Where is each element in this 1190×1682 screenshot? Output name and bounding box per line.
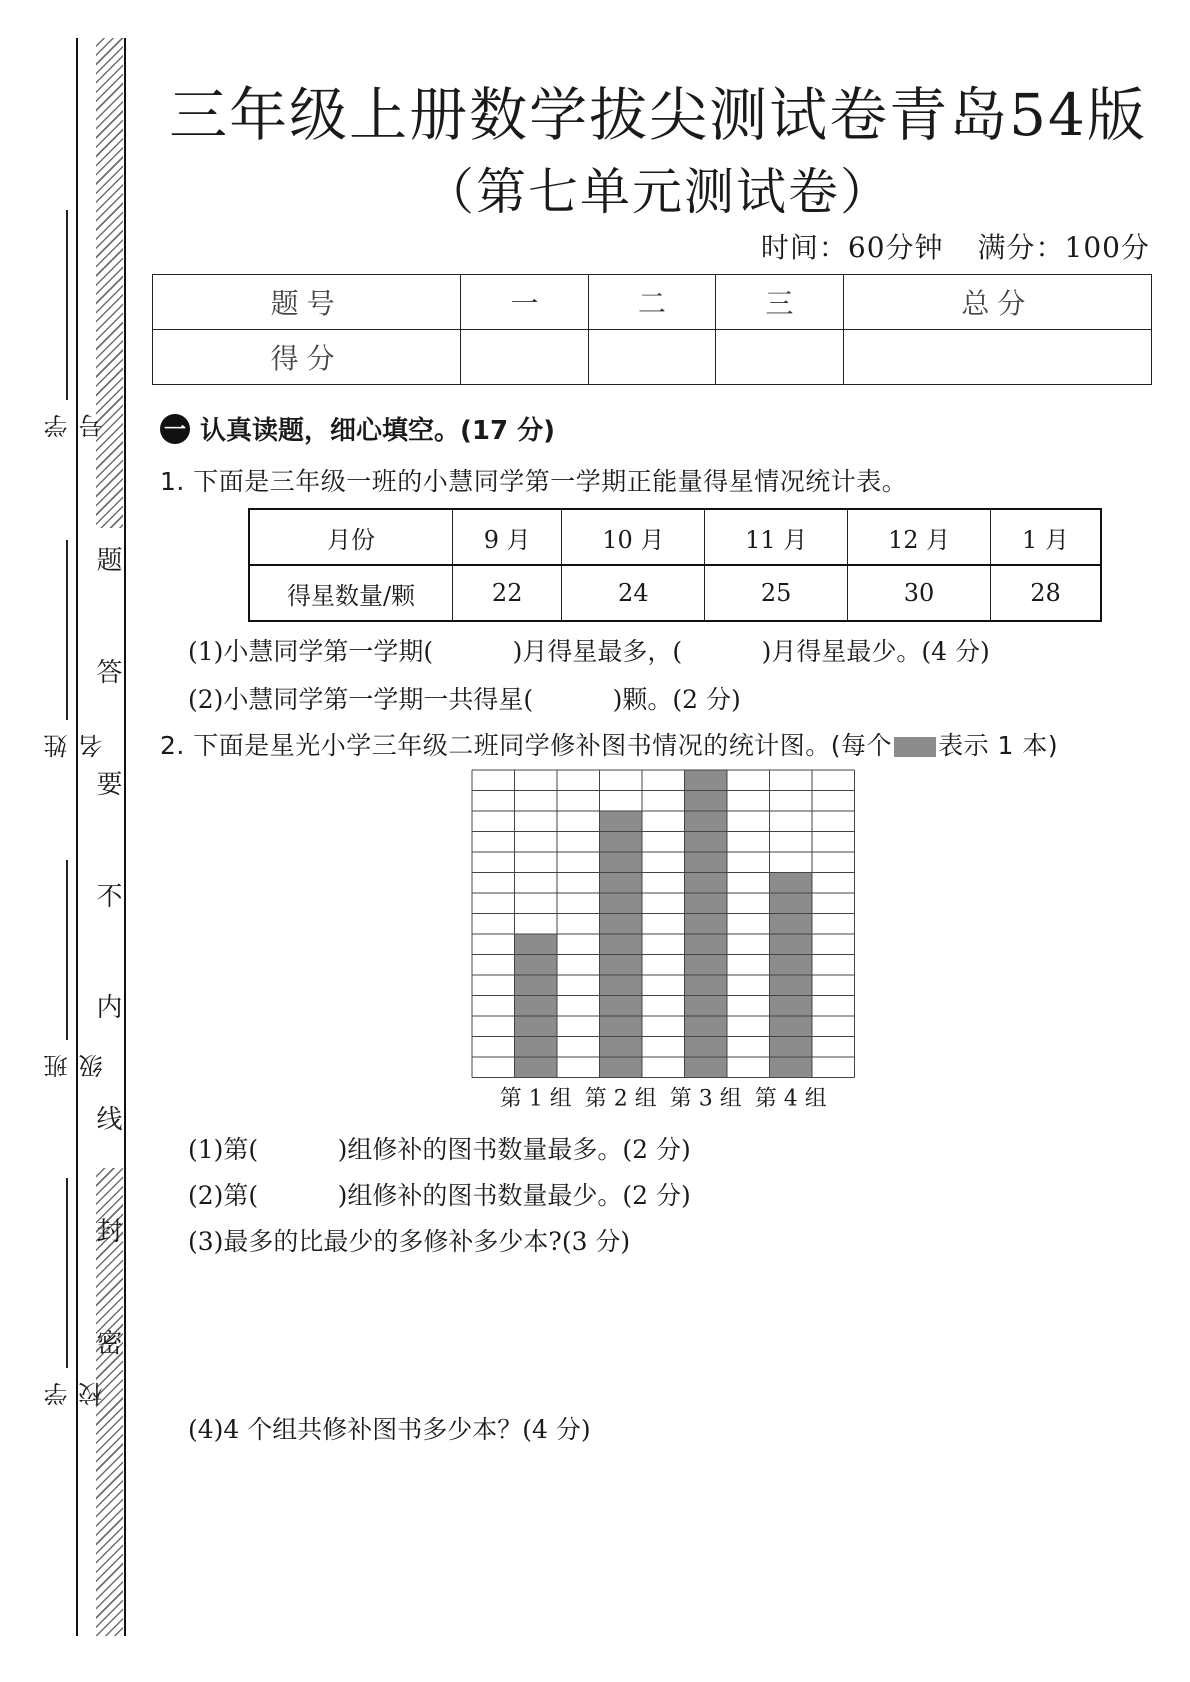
binding-char: 内	[96, 993, 123, 1024]
name-label: 姓名	[44, 730, 107, 758]
section-title: 认真读题，细心填空。(17 分)	[200, 416, 555, 446]
score-table	[152, 274, 1152, 385]
score-input-cell[interactable]	[843, 330, 1151, 385]
table-header-cell: 9 月	[453, 509, 562, 565]
bar-group-3	[685, 770, 728, 1078]
table-row	[249, 565, 1101, 621]
binding-char: 题	[96, 546, 123, 576]
score-input-cell[interactable]	[461, 330, 588, 385]
page-title: 三年级上册数学拔尖测试卷青岛54版	[169, 81, 1147, 149]
table-row	[249, 509, 1101, 565]
page-subtitle: （第七单元测试卷）	[424, 163, 892, 221]
x-tick-label: 第 1 组	[499, 1086, 572, 1108]
binding-char: 不	[96, 881, 123, 912]
question-2-prompt	[160, 726, 1058, 762]
question-2-sub-3: (3)最多的比最少的多修补多少本?(3 分)	[188, 1227, 631, 1256]
table-header-cell: 12 月	[848, 509, 991, 565]
score-header-cell: 一	[461, 275, 588, 330]
score-row-label: 得分	[153, 330, 461, 385]
table-header-cell: 月份	[249, 509, 453, 565]
section-number-badge: 一	[160, 414, 190, 444]
question-1-sub-1[interactable]: (1)小慧同学第一学期( )月得星最多，( )月得星最少。(4 分)	[188, 637, 990, 666]
binding-char: 封	[96, 1217, 123, 1248]
table-header-cell: 11 月	[705, 509, 848, 565]
table-cell: 30	[848, 565, 991, 621]
table-cell: 22	[453, 565, 562, 621]
x-tick-label: 第 4 组	[754, 1086, 827, 1108]
question-1-prompt: 1. 下面是三年级一班的小慧同学第一学期正能量得星情况统计表。	[160, 467, 908, 496]
score-header-cell: 总分	[843, 275, 1151, 330]
binding-char: 要	[96, 769, 123, 800]
table-cell: 28	[990, 565, 1101, 621]
x-tick-label: 第 3 组	[669, 1086, 742, 1108]
exam-info	[761, 226, 1150, 266]
score-input-cell[interactable]	[716, 330, 843, 385]
score-header-cell: 题号	[153, 275, 461, 330]
section-heading	[160, 410, 555, 447]
question-2-sub-1[interactable]: (1)第( )组修补的图书数量最多。(2 分)	[188, 1135, 691, 1164]
legend-square-icon	[894, 737, 936, 757]
score-table-score-row	[153, 330, 1152, 385]
time-limit: 时间：60分钟	[760, 231, 944, 264]
table-header-cell: 10 月	[562, 509, 705, 565]
bar-group-2	[600, 811, 643, 1078]
student-id-label: 学号	[44, 410, 107, 438]
question-1-sub-2[interactable]: (2)小慧同学第一学期一共得星( )颗。(2 分)	[188, 685, 741, 714]
binding-char: 线	[96, 1105, 123, 1136]
margin-line-right	[124, 38, 126, 1636]
school-label: 学校	[44, 1378, 107, 1406]
table-cell: 25	[705, 565, 848, 621]
score-input-cell[interactable]	[588, 330, 715, 385]
binding-char: 密	[96, 1328, 123, 1359]
bar-group-1	[515, 934, 558, 1078]
class-label: 班级	[44, 1050, 107, 1078]
score-table-header-row	[153, 275, 1152, 330]
question-2-legend-text: 表示 1 本)	[938, 731, 1059, 760]
bar-chart	[470, 768, 860, 1108]
table-cell: 得星数量/颗	[249, 565, 453, 621]
binding-char: 答	[96, 657, 123, 688]
x-tick-label: 第 2 组	[584, 1086, 657, 1108]
score-header-cell: 二	[588, 275, 715, 330]
score-header-cell: 三	[716, 275, 843, 330]
binding-note	[96, 540, 123, 1360]
question-2-sub-2[interactable]: (2)第( )组修补的图书数量最少。(2 分)	[188, 1181, 691, 1210]
question-2-prompt-text: 2. 下面是星光小学三年级二班同学修补图书情况的统计图。(每个	[160, 731, 893, 760]
question-2-sub-4: (4)4 个组共修补图书多少本？(4 分)	[188, 1415, 591, 1444]
table-header-cell: 1 月	[990, 509, 1101, 565]
full-score: 满分：100分	[977, 231, 1150, 264]
table-cell: 24	[562, 565, 705, 621]
star-stats-table	[248, 508, 1102, 622]
